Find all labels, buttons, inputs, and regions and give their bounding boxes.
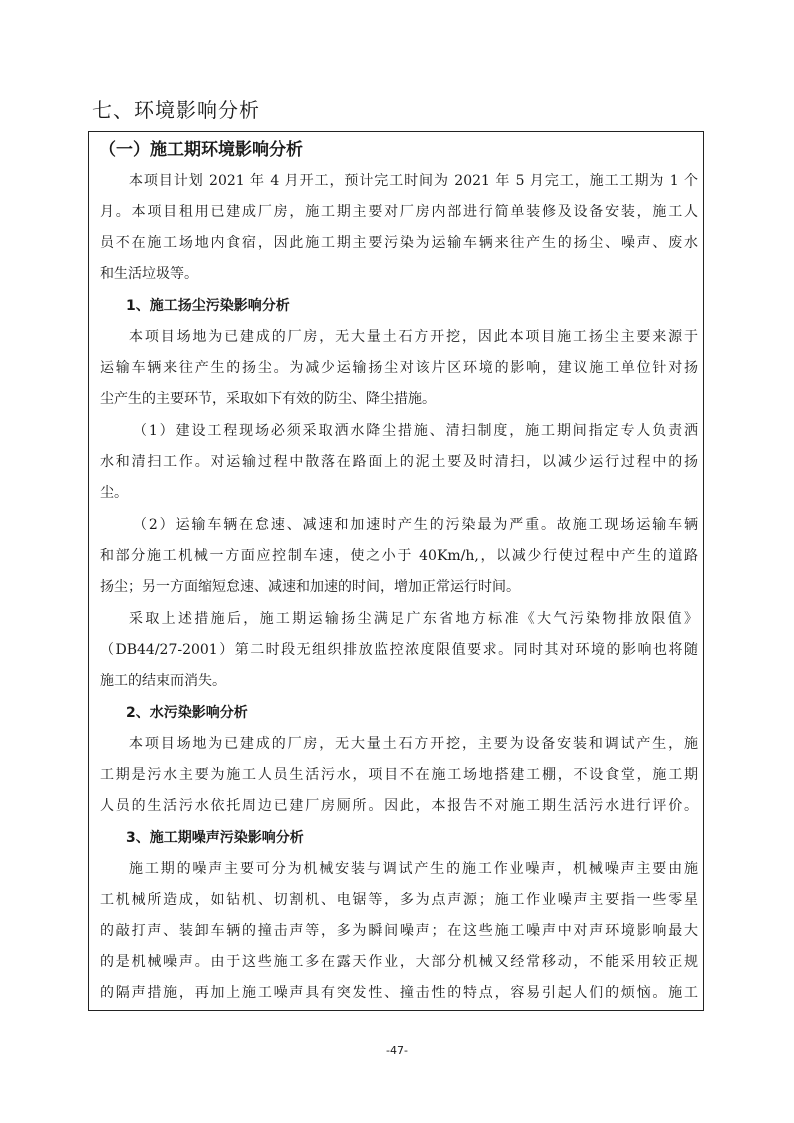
dust-measure2-line: 扬尘；另一方面缩短怠速、减速和加速的时间，增加正常运行时间。 [100, 579, 520, 595]
dust-measure2-line: 和部分施工机械一方面应控制车速，使之小于 40Km/h,，以减少行使过程中产生的道路 [100, 548, 698, 564]
content-frame [88, 131, 704, 1011]
dust-conclusion-line: （DB44/27-2001）第二时段无组织排放监控浓度限值要求。同时其对环境的影响也将随 [100, 642, 698, 658]
intro-line: 员不在施工场地内食宿，因此施工期主要污染为运输车辆来往产生的扬尘、噪声、废水 [100, 235, 698, 251]
noise-heading: 3、施工期噪声污染影响分析 [126, 830, 304, 846]
dust-heading: 1、施工扬尘污染影响分析 [126, 298, 290, 314]
dust-measure1-line: （1）建设工程现场必须采取洒水降尘措施、清扫制度，施工期间指定专人负责洒 [133, 423, 698, 439]
water-para-line: 工期是污水主要为施工人员生活污水，项目不在施工场地搭建工棚，不设食堂，施工期 [100, 767, 698, 783]
dust-para-line: 运输车辆来往产生的扬尘。为减少运输扬尘对该片区环境的影响，建议施工单位针对扬 [100, 360, 698, 376]
noise-para-line: 的是机械噪声。由于这些施工多在露天作业，大部分机械又经常移动，不能采用较正规 [100, 954, 698, 970]
dust-conclusion-line: 采取上述措施后，施工期运输扬尘满足广东省地方标准《大气污染物排放限值》 [129, 611, 698, 627]
noise-para-line: 工机械所造成，如钻机、切割机、电锯等，多为点声源；施工作业噪声主要指一些零星 [100, 892, 698, 908]
water-para-line: 本项目场地为已建成的厂房，无大量土石方开挖，主要为设备安装和调试产生，施 [129, 736, 698, 752]
dust-para-line: 本项目场地为已建成的厂房，无大量土石方开挖，因此本项目施工扬尘主要来源于 [129, 329, 698, 345]
dust-measure1-line: 尘。 [100, 485, 128, 501]
noise-para-line: 施工期的噪声主要可分为机械安装与调试产生的施工作业噪声，机械噪声主要由施 [129, 861, 698, 877]
noise-para-line: 的隔声措施，再加上施工噪声具有突发性、撞击性的特点，容易引起人们的烦恼。施工 [100, 985, 698, 1001]
intro-line: 和生活垃圾等。 [100, 266, 198, 282]
noise-para-line: 的敲打声、装卸车辆的撞击声等，多为瞬间噪声；在这些施工噪声中对声环境影响最大 [100, 923, 698, 939]
dust-measure2-line: （2）运输车辆在怠速、减速和加速时产生的污染最为严重。故施工现场运输车辆 [133, 517, 698, 533]
intro-line: 月。本项目租用已建成厂房，施工期主要对厂房内部进行简单装修及设备安装，施工人 [100, 204, 698, 220]
intro-line: 本项目计划 2021 年 4 月开工，预计完工时间为 2021 年 5 月完工，施工工期为 1 个 [129, 173, 698, 189]
dust-measure1-line: 水和清扫工作。对运输过程中散落在路面上的泥土要及时清扫，以减少运行过程中的扬 [100, 454, 698, 470]
chapter-title: 七、环境影响分析 [92, 98, 260, 122]
page-number: -47- [386, 1044, 408, 1057]
section-title: （一）施工期环境影响分析 [99, 140, 303, 160]
water-para-line: 人员的生活污水依托周边已建厂房厕所。因此，本报告不对施工期生活污水进行评价。 [100, 798, 698, 814]
dust-conclusion-line: 施工的结束而消失。 [100, 673, 226, 689]
water-heading: 2、水污染影响分析 [126, 705, 248, 721]
dust-para-line: 尘产生的主要环节，采取如下有效的防尘、降尘措施。 [100, 391, 436, 407]
